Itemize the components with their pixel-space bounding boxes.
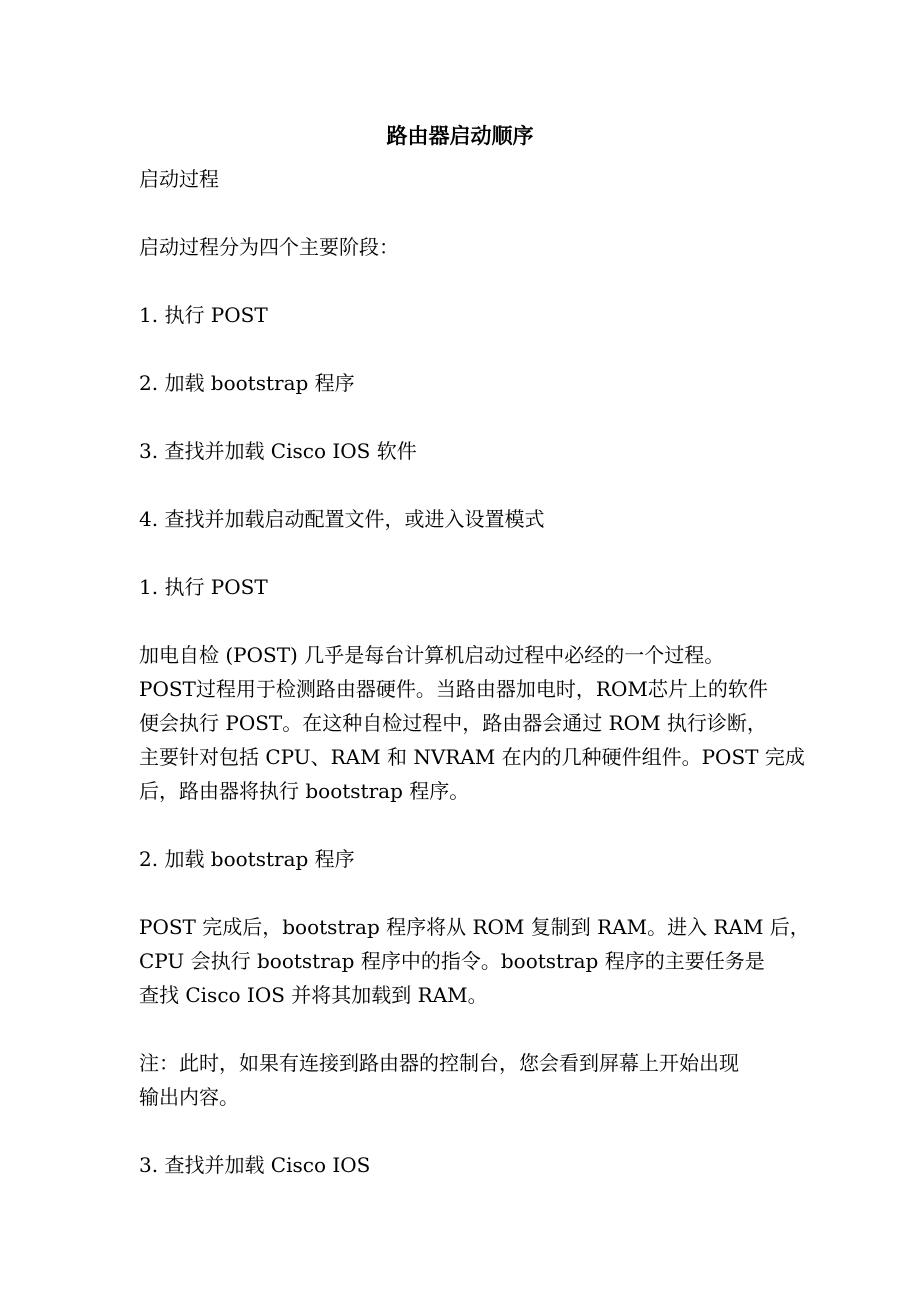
paragraph-line: 查找 Cisco IOS 并将其加载到 RAM。 bbox=[139, 983, 488, 1007]
step-item: 2. 加载 bootstrap 程序 bbox=[139, 371, 355, 395]
paragraph-line: 后，路由器将执行 bootstrap 程序。 bbox=[139, 779, 470, 803]
section-heading: 启动过程 bbox=[139, 167, 219, 191]
paragraph-line: 便会执行 POST。在这种自检过程中，路由器会通过 ROM 执行诊断， bbox=[139, 711, 767, 735]
section-heading: 1. 执行 POST bbox=[139, 575, 268, 599]
step-item: 1. 执行 POST bbox=[139, 303, 268, 327]
section-heading: 2. 加载 bootstrap 程序 bbox=[139, 847, 355, 871]
paragraph-line: CPU 会执行 bootstrap 程序中的指令。bootstrap 程序的主要任务是 bbox=[139, 949, 765, 973]
intro-text: 启动过程分为四个主要阶段： bbox=[139, 235, 399, 259]
paragraph-line: POST 完成后，bootstrap 程序将从 ROM 复制到 RAM。进入 RAM 后， bbox=[139, 915, 810, 939]
paragraph-line: POST过程用于检测路由器硬件。当路由器加电时，ROM芯片上的软件 bbox=[139, 677, 768, 701]
paragraph-line: 主要针对包括 CPU、RAM 和 NVRAM 在内的几种硬件组件。POST 完成 bbox=[139, 745, 805, 769]
section-heading: 3. 查找并加载 Cisco IOS bbox=[139, 1153, 371, 1177]
note-line: 注：此时，如果有连接到路由器的控制台，您会看到屏幕上开始出现 bbox=[139, 1051, 739, 1075]
note-line: 输出内容。 bbox=[139, 1085, 239, 1109]
step-item: 3. 查找并加载 Cisco IOS 软件 bbox=[139, 439, 417, 463]
step-item: 4. 查找并加载启动配置文件，或进入设置模式 bbox=[139, 507, 545, 531]
document-title: 路由器启动顺序 bbox=[386, 123, 534, 148]
paragraph-line: 加电自检 (POST) 几乎是每台计算机启动过程中必经的一个过程。 bbox=[139, 643, 725, 667]
